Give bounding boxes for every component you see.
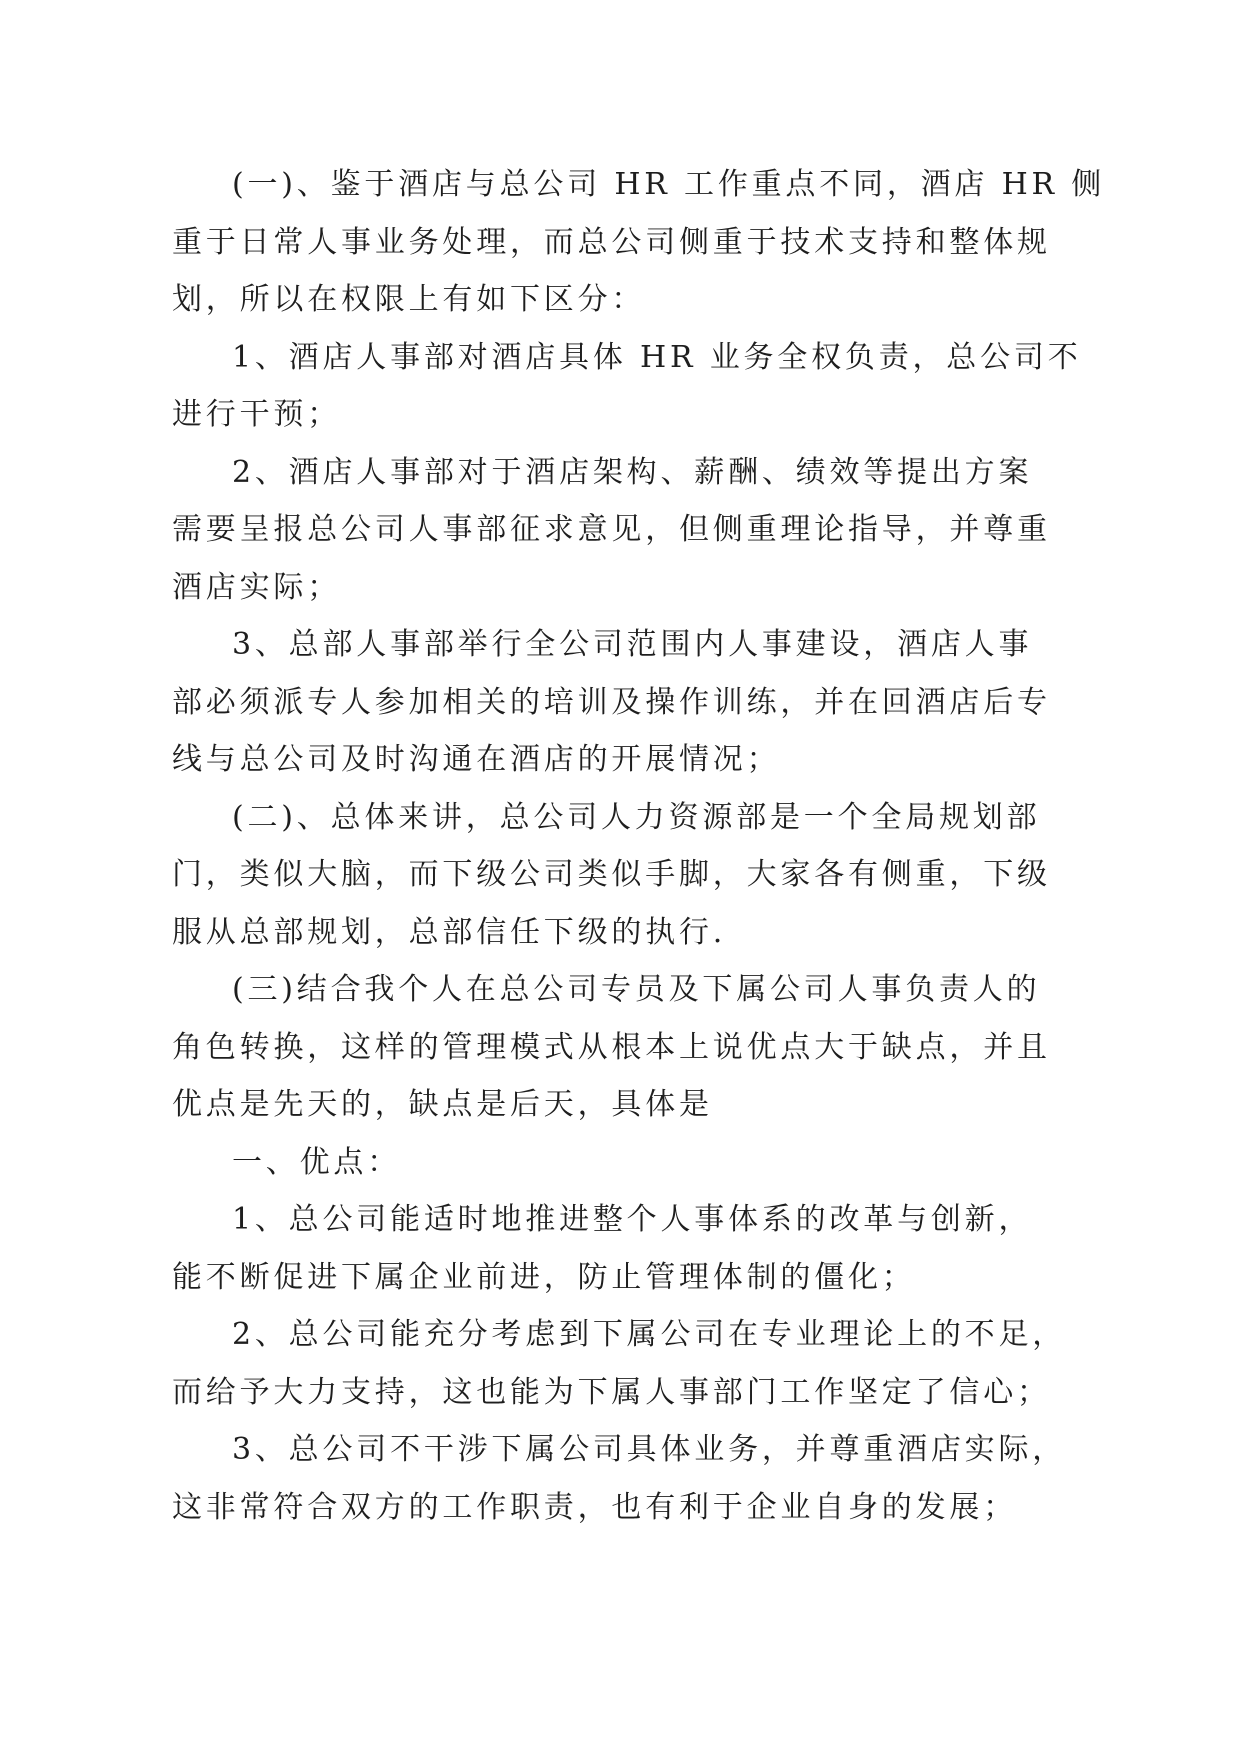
paragraph <box>172 156 1106 329</box>
paragraph-line: 线与总公司及时沟通在酒店的开展情况； <box>172 742 781 777</box>
paragraph-line: 酒店实际； <box>172 569 341 605</box>
paragraph-line: 而给予大力支持，这也能为下属人事部门工作坚定了信心； <box>172 1374 1051 1410</box>
paragraph <box>172 1306 1067 1421</box>
paragraph-line: 进行干预； <box>172 397 341 432</box>
paragraph-line: 划，所以在权限上有如下区分： <box>172 282 646 317</box>
paragraph-line: 能不断促进下属企业前进，防止管理体制的僵化； <box>172 1259 916 1295</box>
paragraph-line: (一)、鉴于酒店与总公司 HR 工作重点不同，酒店 HR 侧 <box>232 167 1106 202</box>
paragraph-line: 一、优点： <box>232 1144 401 1180</box>
paragraph-line: 服从总部规划，总部信任下级的执行. <box>172 914 727 950</box>
paragraph-line: (三)结合我个人在总公司专员及下属公司人事负责人的 <box>232 972 1041 1007</box>
paragraph-line: 2、酒店人事部对于酒店架构、薪酬、绩效等提出方案 <box>232 454 1033 490</box>
paragraph <box>172 616 1062 789</box>
paragraph-line: 3、总部人事部举行全公司范围内人事建设，酒店人事 <box>232 627 1033 662</box>
paragraph <box>172 1421 1067 1536</box>
paragraph-line: 这非常符合双方的工作职责，也有利于企业自身的发展； <box>172 1489 1017 1525</box>
paragraph-line: (二)、总体来讲，总公司人力资源部是一个全局规划部 <box>232 799 1041 835</box>
paragraph-line: 1、总公司能适时地推进整个人事体系的改革与创新， <box>232 1202 1033 1237</box>
paragraph-line: 需要呈报总公司人事部征求意见，但侧重理论指导，并尊重 <box>172 512 1051 547</box>
paragraph-line: 部必须派专人参加相关的培训及操作训练，并在回酒店后专 <box>172 684 1051 720</box>
paragraph-line: 门，类似大脑，而下级公司类似手脚，大家各有侧重，下级 <box>172 857 1051 892</box>
document-body <box>172 156 1106 1536</box>
paragraph <box>172 789 1062 962</box>
paragraph <box>172 1191 1062 1306</box>
paragraph-line: 重于日常人事业务处理，而总公司侧重于技术支持和整体规 <box>172 224 1051 260</box>
paragraph <box>172 329 1082 444</box>
paragraph <box>172 444 1062 617</box>
paragraph-line: 3、总公司不干涉下属公司具体业务，并尊重酒店实际， <box>232 1432 1067 1467</box>
paragraph-line: 2、总公司能充分考虑到下属公司在专业理论上的不足， <box>232 1317 1067 1352</box>
paragraph <box>172 961 1062 1134</box>
paragraph-line: 1、酒店人事部对酒店具体 HR 业务全权负责，总公司不 <box>232 339 1082 375</box>
paragraph-line: 优点是先天的，缺点是后天，具体是 <box>172 1087 713 1122</box>
section-heading <box>172 1134 1062 1192</box>
paragraph-line: 角色转换，这样的管理模式从根本上说优点大于缺点，并且 <box>172 1029 1051 1065</box>
